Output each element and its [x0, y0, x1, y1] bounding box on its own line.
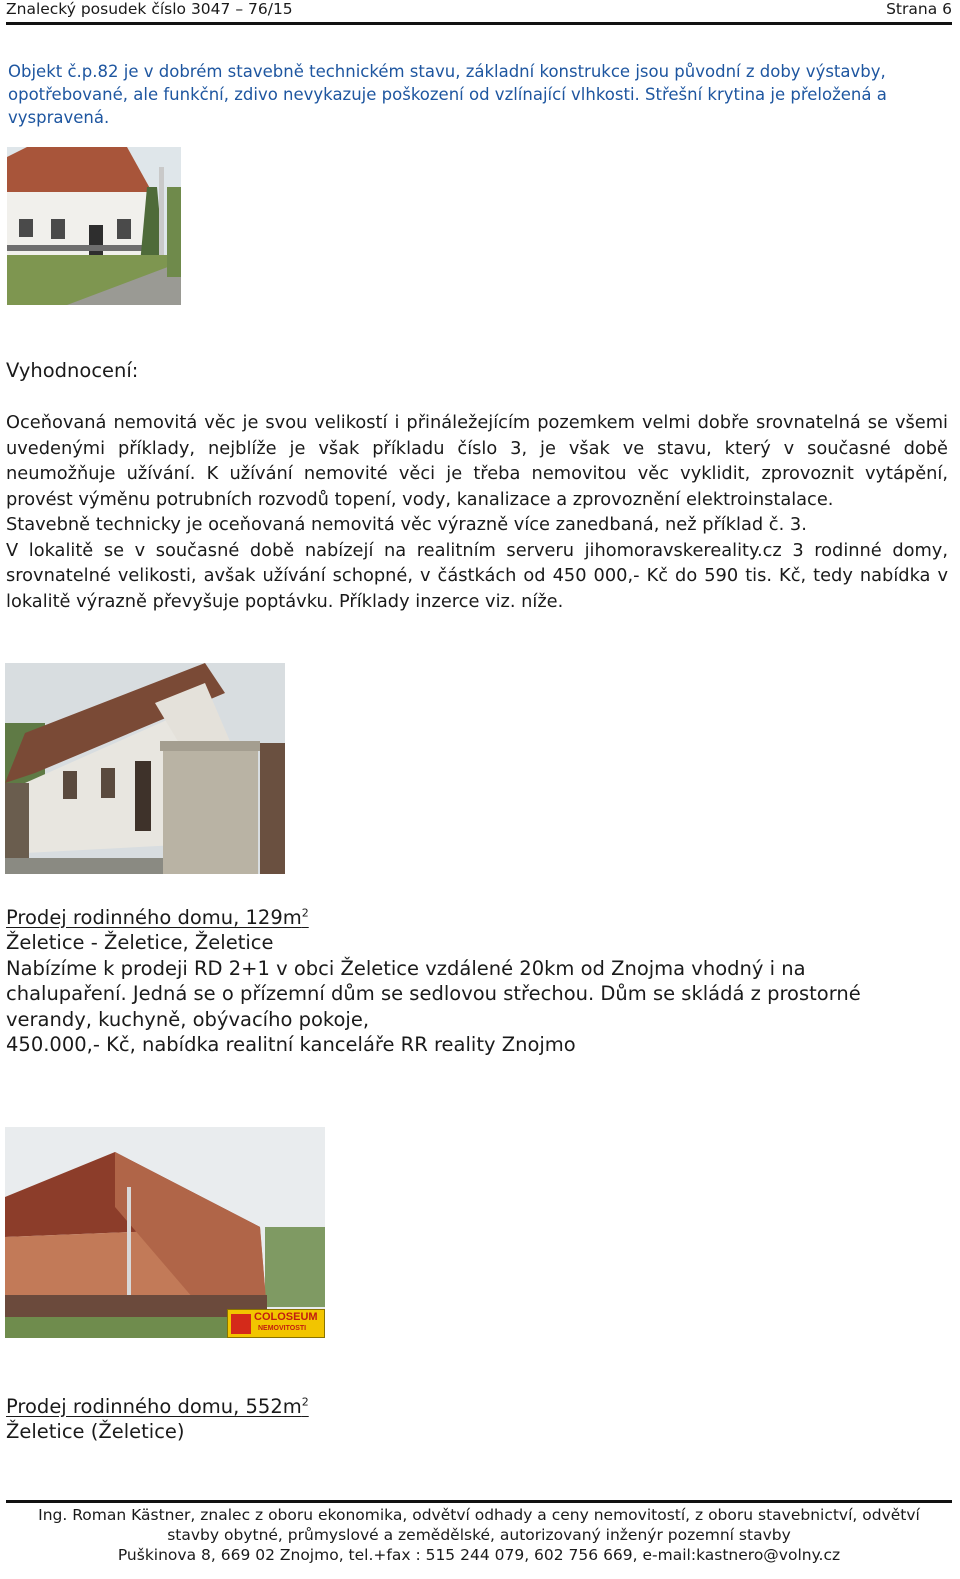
footer-line-2: stavby obytné, průmyslové a zemědělské, autorizovaný inženýr pozemní stavby: [167, 1526, 791, 1544]
page-number: Strana 6: [886, 0, 952, 18]
listing1-price: 450.000,- Kč, nabídka realitní kanceláře RR reality Znojmo: [6, 1033, 576, 1056]
header-rule: [6, 22, 952, 25]
logo-mark-icon: [231, 1314, 251, 1334]
listing1-title-text: Prodej rodinného domu, 129m: [6, 905, 302, 929]
intro-text: 82 je v dobrém stavebně technickém stavu, základní konstrukce jsou původní z doby výstavby, opotřebované, ale funkční, zdivo nevykazuje poškození od vzlínající vlhkosti. Střešní krytina je přeložená a vyspravená.: [8, 62, 887, 127]
listing2-title[interactable]: [6, 1389, 906, 1419]
coloseum-logo: [227, 1309, 325, 1338]
intro-paragraph: [8, 60, 950, 129]
evaluation-text: [6, 410, 948, 614]
listing2-photo: [5, 1127, 325, 1338]
intro-lead: Objekt č.p.: [8, 62, 98, 81]
page-header: [6, 0, 952, 22]
listing2-location: Želetice (Želetice): [6, 1420, 185, 1443]
listing1-location: Želetice - Želetice, Želetice: [6, 931, 274, 954]
logo-text-sub: NEMOVITOSTI: [258, 1325, 307, 1332]
subject-house-photo: [7, 147, 181, 305]
listing-1: [6, 900, 906, 1058]
evaluation-heading: Vyhodnocení:: [6, 359, 139, 382]
listing1-photo: [5, 663, 285, 874]
document-number: Znalecký posudek číslo 3047 – 76/15: [6, 0, 293, 18]
evaluation-paragraph-1: Oceňovaná nemovitá věc je svou velikostí i přináležejícím pozemkem velmi dobře srovnatelná se všemi uvedenými příklady, nejblíže je však příkladu číslo 3, je však ve stavu, který v současné době neumožňuje užívání. K užívání nemovité věci je třeba nemovitou věc vyklidit, zprovoznit vytápění, provést výměnu potrubních rozvodů topení, vody, kanalizace a zprovoznění elektroinstalace.: [6, 412, 948, 510]
listing2-title-text: Prodej rodinného domu, 552m: [6, 1394, 302, 1418]
listing1-title-sup: 2: [301, 906, 309, 919]
evaluation-paragraph-3: V lokalitě se v současné době nabízejí na realitním serveru jihomoravskereality.cz 3 rodinné domy, srovnatelné velikosti, avšak užívání schopné, v částkách od 450 000,- Kč do 590 tis. Kč, tedy nabídka v lokalitě výrazně převyšuje poptávku. Příklady inzerce viz. níže.: [6, 539, 948, 612]
evaluation-paragraph-2: Stavebně technicky je oceňovaná nemovitá věc výrazně více zanedbaná, než příklad č. 3.: [6, 514, 807, 535]
listing-2: [6, 1389, 906, 1445]
footer-line-1: Ing. Roman Kästner, znalec z oboru ekonomika, odvětví odhady a ceny nemovitostí, z oboru stavebnictví, odvětví: [38, 1506, 920, 1524]
listing1-title[interactable]: [6, 900, 906, 930]
footer-rule: [6, 1500, 952, 1503]
footer-line-3: Puškinova 8, 669 02 Znojmo, tel.+fax : 515 244 079, 602 756 669, e-mail:kastnero@volny.cz: [117, 1546, 841, 1564]
page-footer: [6, 1505, 952, 1565]
listing1-description: Nabízíme k prodeji RD 2+1 v obci Želetice vzdálené 20km od Znojma vhodný i na chalupaření. Jedná se o přízemní dům se sedlovou střechou. Dům se skládá z prostorné verandy, kuchyně, obývacího pokoje,: [6, 956, 861, 1031]
listing2-title-sup: 2: [301, 1395, 309, 1408]
logo-text-main: COLOSEUM: [254, 1311, 318, 1323]
